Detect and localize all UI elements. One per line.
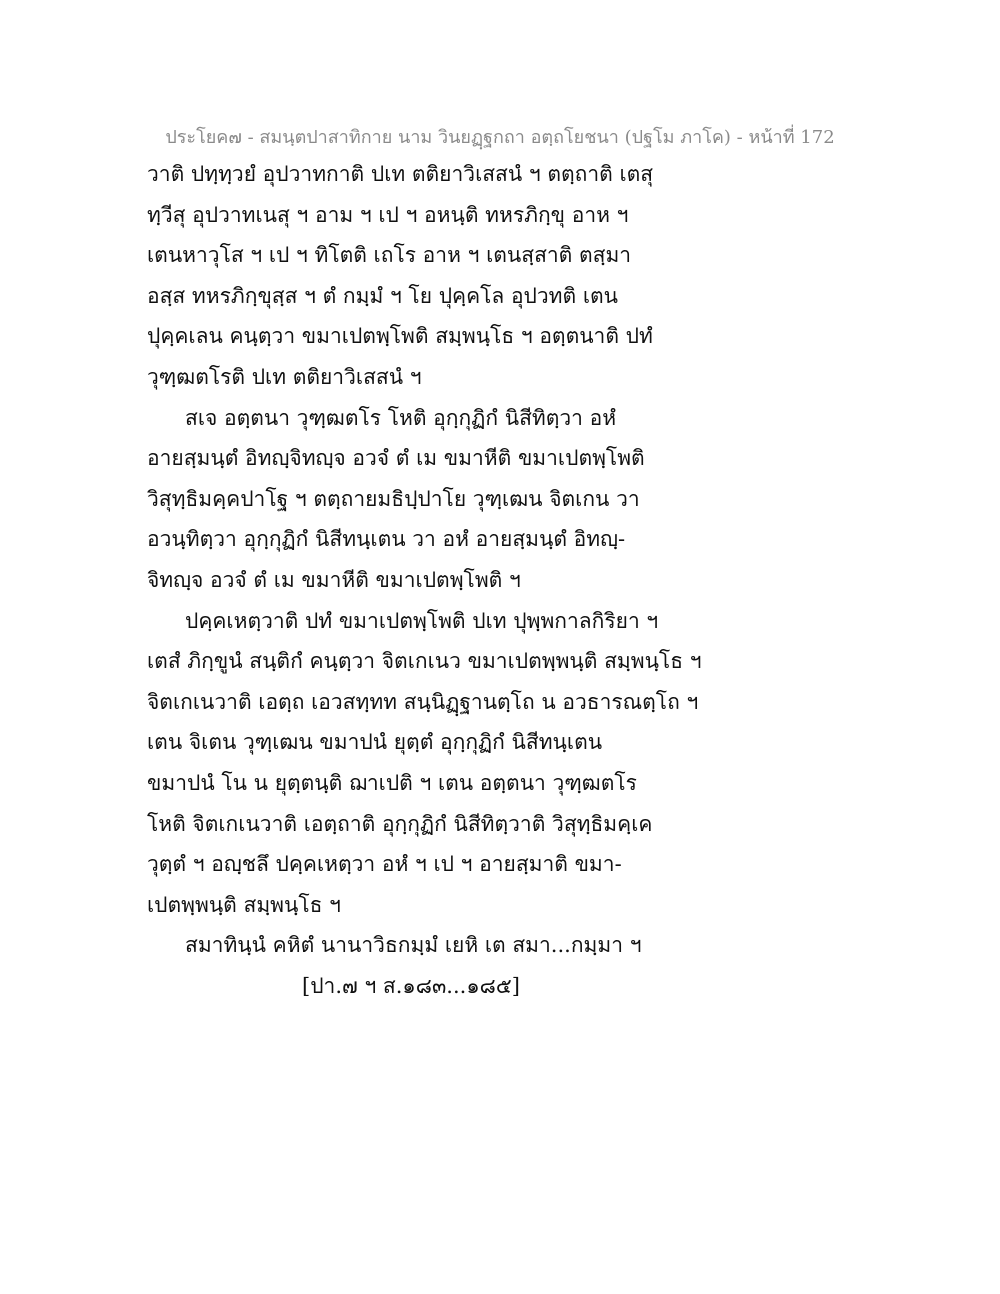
text-line: จิตเกเนวาติ เอตฺถ เอวสทฺทท สนฺนิฏฺฐานตฺโถ น อวธารณตฺโถ ฯ xyxy=(147,689,699,714)
text-line: เปตพฺพนฺติ สมฺพนฺโธ ฯ xyxy=(147,892,341,917)
text-line: โหติ จิตเกเนวาติ เอตฺถาติ อุกฺกุฏิกํ นิสีทิตฺวาติ วิสุทฺธิมคฺเค xyxy=(147,811,653,836)
text-line: เตนหาวุโส ฯ เป ฯ ทิโตติ เถโร อาห ฯ เตนสฺสาติ ตสฺมา xyxy=(147,243,632,268)
text-line: วุฑฺฒตโรติ ปเท ตติยาวิเสสนํ ฯ xyxy=(147,364,422,389)
text-line: วาติ ปทฺทฺวยํ อุปวาทกาติ ปเท ตติยาวิเสสนํ ฯ ตตฺถาติ เตสุ xyxy=(147,162,654,186)
text-line: ขมาปนํ โน น ยุตฺตนฺติ ฌาเปติ ฯ เตน อตฺตนา วุฑฺฒตโร xyxy=(147,770,637,795)
body-text xyxy=(147,154,847,1006)
text-line: อวนฺทิตฺวา อุกฺกุฏิกํ นิสีทนฺเตน วา อหํ อายสฺมนฺตํ อิทญฺ- xyxy=(147,527,626,552)
text-line: ปุคฺคเลน คนฺตฺวา ขมาเปตพฺโพติ สมฺพนฺโธ ฯ อตฺตนาติ ปทํ xyxy=(147,324,653,349)
text-line: วุตฺตํ ฯ อญฺชลึ ปคฺคเหตฺวา อหํ ฯ เป ฯ อายสฺมาติ ขมา- xyxy=(147,852,622,877)
text-line: เตน จิเตน วุฑฺเฒน ขมาปนํ ยุตฺตํ อุกฺกุฏิกํ นิสีทนฺเตน xyxy=(147,730,603,755)
page-header: ประโยค๗ - สมนฺตปาสาทิกาย นาม วินยฏฺฐกถา อตฺถโยชนา (ปฐโม ภาโค) - หน้าที่ 172 xyxy=(165,127,835,148)
text-line: ทฺวีสุ อุปวาทเนสุ ฯ อาม ฯ เป ฯ อหนฺติ ทหรภิกฺขุ อาห ฯ xyxy=(147,202,629,227)
text-line: อายสฺมนฺตํ อิทญฺจิทญฺจ อวจํ ตํ เม ขมาหีติ ขมาเปตพฺโพติ xyxy=(147,446,645,471)
text-line: เตสํ ภิกฺขูนํ สนฺติกํ คนฺตฺวา จิตเกเนว ขมาเปตพฺพนฺติ สมฺพนฺโธ ฯ xyxy=(147,649,702,674)
text-line-indented: ปคฺคเหตฺวาติ ปทํ ขมาเปตพฺโพติ ปเท ปุพฺพกาลกิริยา ฯ xyxy=(185,608,659,633)
source-reference: [ปา.๗ ฯ ส.๑๘๓...๑๘๕] xyxy=(302,973,520,998)
text-line: จิทญฺจ อวจํ ตํ เม ขมาหีติ ขมาเปตพฺโพติ ฯ xyxy=(147,567,521,592)
text-line-indented: สเจ อตฺตนา วุฑฺฒตโร โหติ อุกฺกุฏิกํ นิสีทิตฺวา อหํ xyxy=(185,405,617,430)
text-line-indented: สมาทินฺนํ คหิตํ นานาวิธกมฺมํ เยหิ เต สมา...กมฺมา ฯ xyxy=(185,933,642,958)
text-line: วิสุทฺธิมคฺคปาโฐ ฯ ตตฺถายมธิปฺปาโย วุฑฺเฒน จิตเกน วา xyxy=(147,486,640,511)
text-line: อสฺส ทหรภิกฺขุสฺส ฯ ตํ กมฺมํ ฯ โย ปุคฺคโล อุปวทติ เตน xyxy=(147,283,619,308)
